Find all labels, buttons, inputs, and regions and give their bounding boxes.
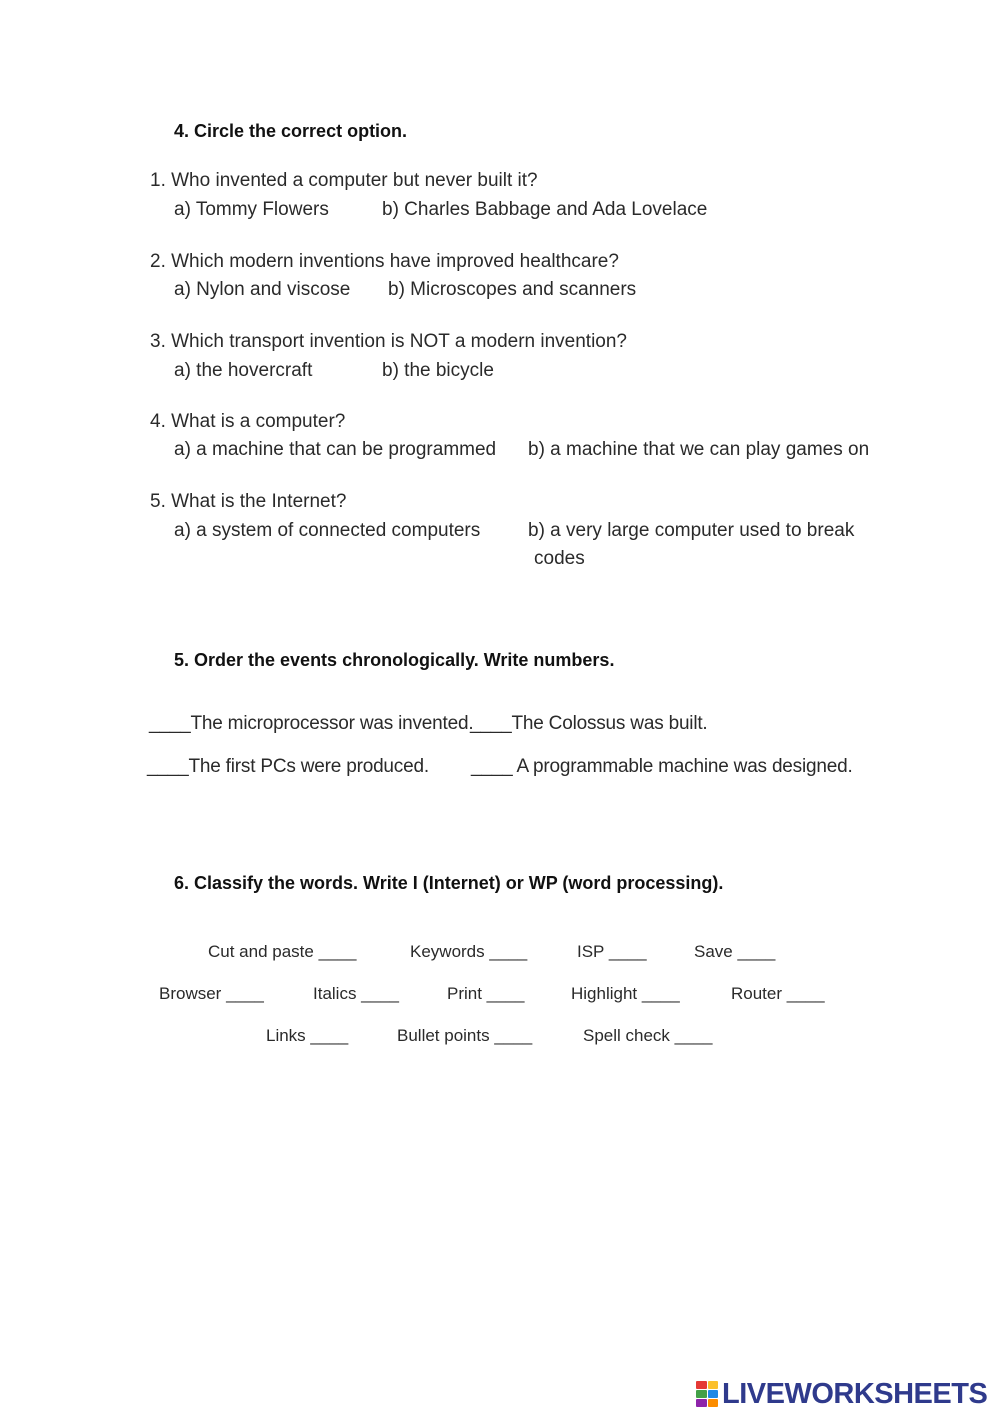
question-2: 2. Which modern inventions have improved healthcare? <box>150 251 619 272</box>
question-5: 5. What is the Internet? <box>150 491 347 512</box>
event-first-pcs[interactable]: ____The first PCs were produced. <box>147 756 429 777</box>
event-microprocessor[interactable]: ____The microprocessor was invented. <box>149 713 474 734</box>
question-5-option-a[interactable]: a) a system of connected computers <box>174 520 481 541</box>
question-2-option-a[interactable]: a) Nylon and viscose <box>174 279 351 300</box>
event-colossus[interactable]: ____The Colossus was built. <box>470 713 708 734</box>
section-6-heading: 6. Classify the words. Write I (Internet) or WP (word processing). <box>174 873 724 893</box>
word-print[interactable]: Print ____ <box>447 984 525 1003</box>
question-3-option-b[interactable]: b) the bicycle <box>382 360 494 381</box>
section-4-heading: 4. Circle the correct option. <box>174 121 408 141</box>
word-highlight[interactable]: Highlight ____ <box>571 984 680 1003</box>
question-1-option-b[interactable]: b) Charles Babbage and Ada Lovelace <box>382 199 708 220</box>
liveworksheets-logo <box>696 1376 987 1412</box>
question-1-option-a[interactable]: a) Tommy Flowers <box>174 199 329 220</box>
question-3: 3. Which transport invention is NOT a modern invention? <box>150 331 627 352</box>
word-links[interactable]: Links ____ <box>266 1026 349 1045</box>
word-save[interactable]: Save ____ <box>694 942 776 961</box>
section-5-heading: 5. Order the events chronologically. Write numbers. <box>174 650 615 670</box>
question-2-option-b[interactable]: b) Microscopes and scanners <box>388 279 637 300</box>
question-5-option-b-continued: codes <box>534 548 585 569</box>
liveworksheets-logo-text: LIVEWORKSHEETS <box>722 1377 988 1410</box>
liveworksheets-logo-icon <box>696 1381 718 1407</box>
event-programmable-machine[interactable]: ____ A programmable machine was designed. <box>471 756 853 777</box>
word-italics[interactable]: Italics ____ <box>313 984 399 1003</box>
question-5-option-b[interactable]: b) a very large computer used to break <box>528 520 855 541</box>
question-4: 4. What is a computer? <box>150 411 346 432</box>
word-spell-check[interactable]: Spell check ____ <box>583 1026 713 1045</box>
word-cut-and-paste[interactable]: Cut and paste ____ <box>208 942 357 961</box>
word-router[interactable]: Router ____ <box>731 984 825 1003</box>
word-isp[interactable]: ISP ____ <box>577 942 647 961</box>
word-keywords[interactable]: Keywords ____ <box>410 942 528 961</box>
question-3-option-a[interactable]: a) the hovercraft <box>174 360 313 381</box>
word-browser[interactable]: Browser ____ <box>159 984 264 1003</box>
question-1: 1. Who invented a computer but never built it? <box>150 170 538 191</box>
question-4-option-b[interactable]: b) a machine that we can play games on <box>528 439 870 460</box>
question-4-option-a[interactable]: a) a machine that can be programmed <box>174 439 497 460</box>
word-bullet-points[interactable]: Bullet points ____ <box>397 1026 533 1045</box>
